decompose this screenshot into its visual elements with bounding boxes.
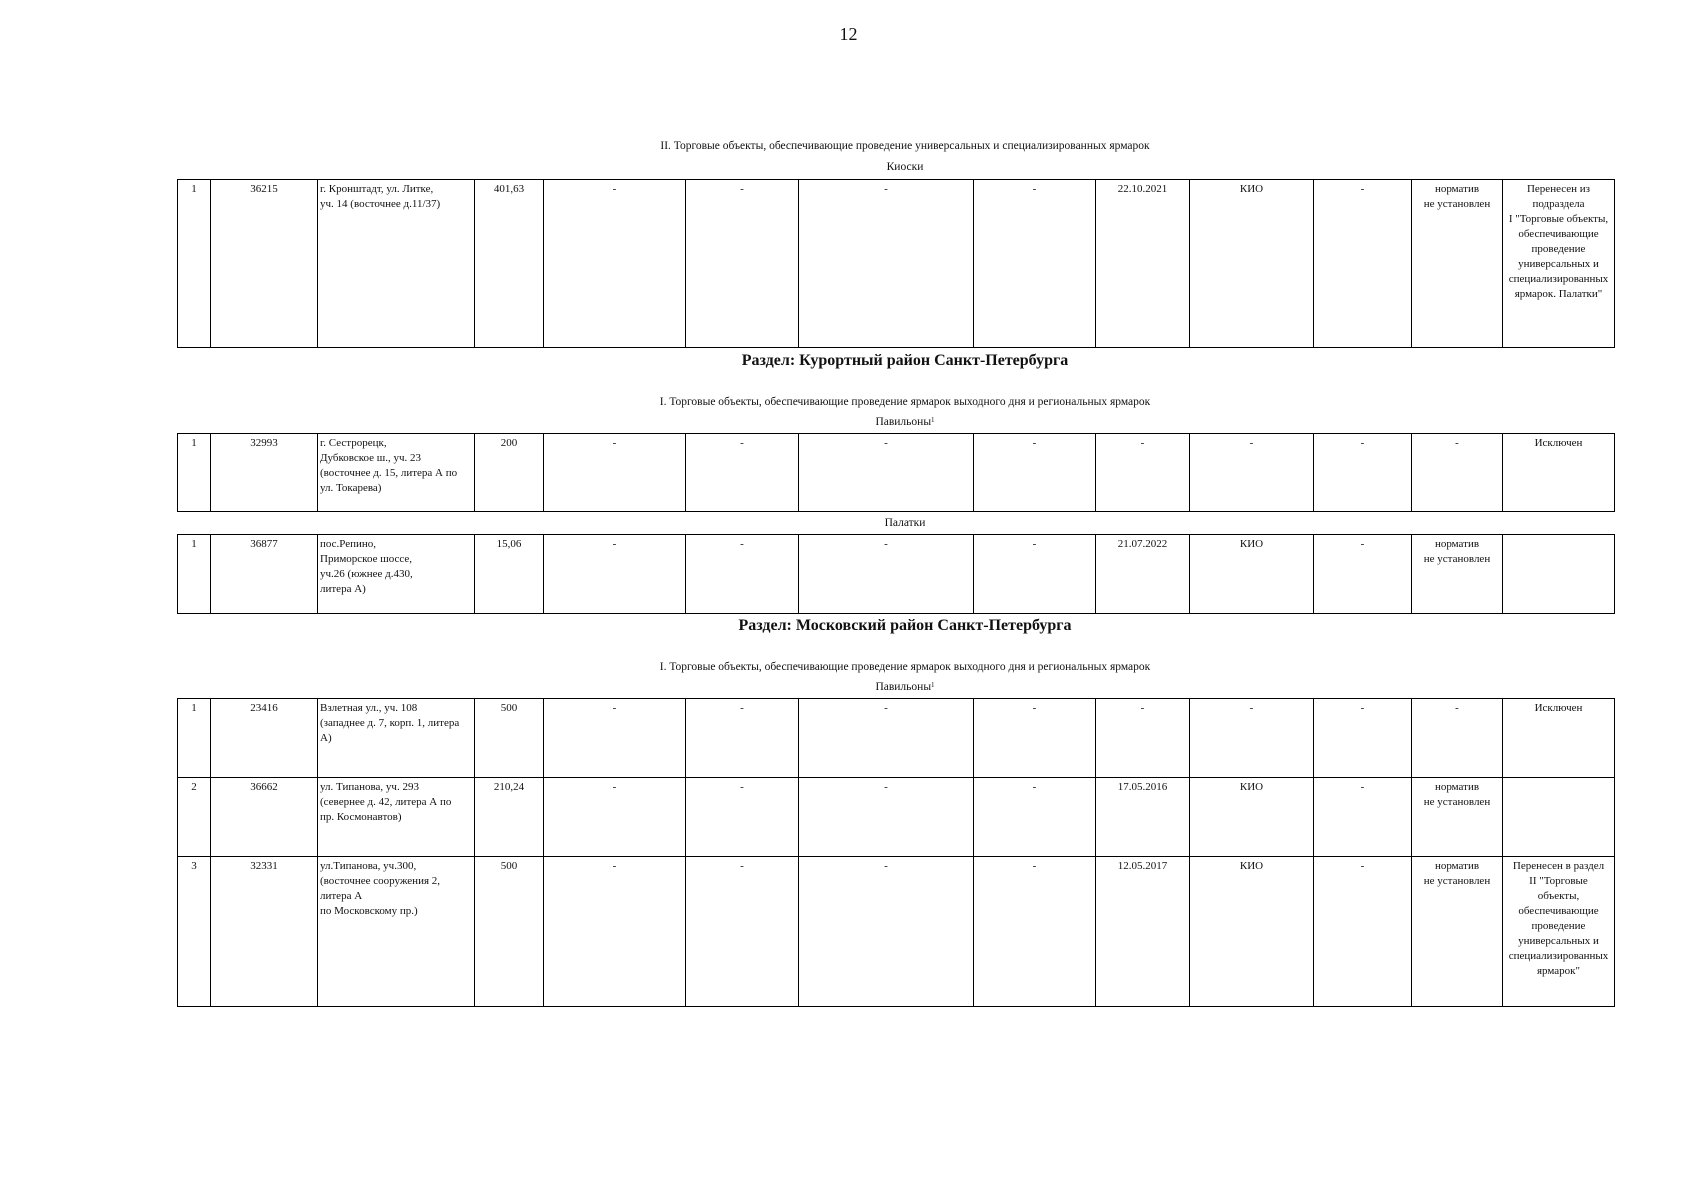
section-title: Раздел: Курортный район Санкт-Петербурга (741, 352, 1069, 369)
date-cell: - (1096, 699, 1190, 778)
norm-line: - (1455, 437, 1459, 449)
section-title: Раздел: Московский район Санкт-Петербурга (738, 617, 1072, 634)
address-line: литера А) (320, 583, 366, 595)
col7-cell: - (799, 535, 974, 614)
address-line: г. Кронштадт, ул. Литке, (320, 183, 434, 195)
note-line: Исключен (1534, 702, 1583, 714)
col11-cell: - (1314, 857, 1412, 1007)
note-line: подраздела (1532, 198, 1585, 210)
area-cell: 210,24 (475, 778, 544, 857)
norm-line: норматив (1434, 183, 1480, 195)
address-line: (севернее д. 42, литера А по (320, 796, 452, 808)
norm-cell (1412, 857, 1503, 1007)
register-table (177, 534, 1615, 614)
col11-cell: - (1314, 535, 1412, 614)
norm-line: не установлен (1423, 796, 1491, 808)
col5-cell: - (544, 699, 686, 778)
norm-cell (1412, 180, 1503, 348)
area-cell: 500 (475, 699, 544, 778)
address-cell (318, 778, 475, 857)
row-number-cell: 2 (178, 778, 211, 857)
note-line: II "Торговые (1529, 875, 1588, 887)
note-line: объекты, (1537, 890, 1580, 902)
address-line: по Московскому пр.) (320, 905, 418, 917)
norm-cell (1412, 699, 1503, 778)
address-line: уч.26 (южнее д.430, (320, 568, 413, 580)
norm-line: не установлен (1423, 875, 1491, 887)
table-row (178, 434, 1615, 512)
object-id-cell: 32993 (211, 434, 318, 512)
col6-cell: - (686, 535, 799, 614)
note-line: Исключен (1534, 437, 1583, 449)
object-id-cell: 36215 (211, 180, 318, 348)
col5-cell: - (544, 434, 686, 512)
note-line: ярмарок. Палатки" (1514, 288, 1603, 300)
address-cell (318, 857, 475, 1007)
col8-cell: - (974, 535, 1096, 614)
col6-cell: - (686, 778, 799, 857)
note-cell (1503, 857, 1615, 1007)
address-cell (318, 180, 475, 348)
norm-cell (1412, 778, 1503, 857)
date-cell: 21.07.2022 (1096, 535, 1190, 614)
address-line: уч. 14 (восточнее д.11/37) (320, 198, 441, 210)
note-line: обеспечивающие (1518, 905, 1599, 917)
address-line: (восточнее д. 15, литера А по (320, 467, 458, 479)
note-line: специализированных (1508, 273, 1609, 285)
block-subcaption: Киоски (886, 161, 924, 173)
address-line: ул.Типанова, уч.300, (320, 860, 417, 872)
norm-line: норматив (1434, 860, 1480, 872)
table-row (178, 535, 1615, 614)
col11-cell: - (1314, 180, 1412, 348)
organization-cell: КИО (1190, 180, 1314, 348)
note-line: проведение (1531, 243, 1586, 255)
row-number-cell: 3 (178, 857, 211, 1007)
row-number-cell: 1 (178, 180, 211, 348)
table-row (178, 778, 1615, 857)
page-number: 12 (839, 24, 858, 44)
col6-cell: - (686, 180, 799, 348)
area-cell: 200 (475, 434, 544, 512)
organization-cell: - (1190, 699, 1314, 778)
col11-cell: - (1314, 778, 1412, 857)
col7-cell: - (799, 778, 974, 857)
note-cell (1503, 699, 1615, 778)
address-cell (318, 535, 475, 614)
register-table (177, 698, 1615, 1007)
note-cell (1503, 434, 1615, 512)
address-line: Дубковское ш., уч. 23 (320, 452, 422, 464)
table-row (178, 699, 1615, 778)
block-subcaption: Павильоны$^1$ (875, 681, 935, 693)
date-cell: 22.10.2021 (1096, 180, 1190, 348)
organization-cell: КИО (1190, 535, 1314, 614)
col5-cell: - (544, 535, 686, 614)
note-line: I "Торговые объекты, (1508, 213, 1609, 225)
address-cell (318, 699, 475, 778)
organization-cell: КИО (1190, 778, 1314, 857)
col8-cell: - (974, 857, 1096, 1007)
note-cell (1503, 180, 1615, 348)
address-line: литера А (320, 890, 363, 902)
block-subcaption: Палатки (884, 517, 926, 529)
area-cell: 500 (475, 857, 544, 1007)
address-cell (318, 434, 475, 512)
register-table (177, 433, 1615, 512)
norm-cell (1412, 535, 1503, 614)
col5-cell: - (544, 180, 686, 348)
row-number-cell: 1 (178, 535, 211, 614)
address-line: (восточнее сооружения 2, (320, 875, 441, 887)
note-line: Перенесен из (1526, 183, 1591, 195)
col8-cell: - (974, 699, 1096, 778)
block-subcaption: Павильоны$^1$ (875, 416, 935, 428)
col8-cell: - (974, 180, 1096, 348)
address-line: ул. Типанова, уч. 293 (320, 781, 419, 793)
register-table (177, 179, 1615, 348)
col7-cell: - (799, 434, 974, 512)
date-cell: 17.05.2016 (1096, 778, 1190, 857)
norm-line: не установлен (1423, 198, 1491, 210)
address-line: (западнее д. 7, корп. 1, литера (320, 717, 460, 729)
date-cell: - (1096, 434, 1190, 512)
area-cell: 15,06 (475, 535, 544, 614)
organization-cell: - (1190, 434, 1314, 512)
col6-cell: - (686, 857, 799, 1007)
col7-cell: - (799, 180, 974, 348)
row-number-cell: 1 (178, 434, 211, 512)
block-caption: I. Торговые объекты, обеспечивающие проведение ярмарок выходного дня и региональных ярмарок (659, 661, 1151, 673)
col8-cell: - (974, 778, 1096, 857)
norm-line: не установлен (1423, 553, 1491, 565)
norm-line: - (1455, 702, 1459, 714)
norm-cell (1412, 434, 1503, 512)
col5-cell: - (544, 778, 686, 857)
note-line: обеспечивающие (1518, 228, 1599, 240)
note-cell (1503, 778, 1615, 857)
address-line: ул. Токарева) (320, 482, 382, 494)
col6-cell: - (686, 434, 799, 512)
note-line: проведение (1531, 920, 1586, 932)
address-line: пос.Репино, (320, 538, 377, 550)
col8-cell: - (974, 434, 1096, 512)
norm-line: норматив (1434, 538, 1480, 550)
organization-cell: КИО (1190, 857, 1314, 1007)
block-caption: II. Торговые объекты, обеспечивающие проведение универсальных и специализированных ярмарок (660, 140, 1150, 152)
object-id-cell: 32331 (211, 857, 318, 1007)
object-id-cell: 23416 (211, 699, 318, 778)
object-id-cell: 36877 (211, 535, 318, 614)
note-line: ярмарок" (1537, 965, 1580, 977)
block-caption: I. Торговые объекты, обеспечивающие проведение ярмарок выходного дня и региональных ярмарок (659, 396, 1151, 408)
col11-cell: - (1314, 699, 1412, 778)
address-line: А) (320, 732, 332, 744)
note-line: Перенесен в раздел (1512, 860, 1605, 872)
col6-cell: - (686, 699, 799, 778)
date-cell: 12.05.2017 (1096, 857, 1190, 1007)
norm-line: норматив (1434, 781, 1480, 793)
note-cell (1503, 535, 1615, 614)
note-line: универсальных и (1518, 258, 1599, 270)
note-line: специализированных (1508, 950, 1609, 962)
col5-cell: - (544, 857, 686, 1007)
note-line: универсальных и (1518, 935, 1599, 947)
col11-cell: - (1314, 434, 1412, 512)
col7-cell: - (799, 699, 974, 778)
address-line: пр. Космонавтов) (320, 811, 402, 823)
row-number-cell: 1 (178, 699, 211, 778)
address-line: Взлетная ул., уч. 108 (320, 702, 418, 714)
address-line: г. Сестрорецк, (320, 437, 387, 449)
area-cell: 401,63 (475, 180, 544, 348)
table-row (178, 180, 1615, 348)
table-row (178, 857, 1615, 1007)
address-line: Приморское шоссе, (320, 553, 413, 565)
col7-cell: - (799, 857, 974, 1007)
object-id-cell: 36662 (211, 778, 318, 857)
